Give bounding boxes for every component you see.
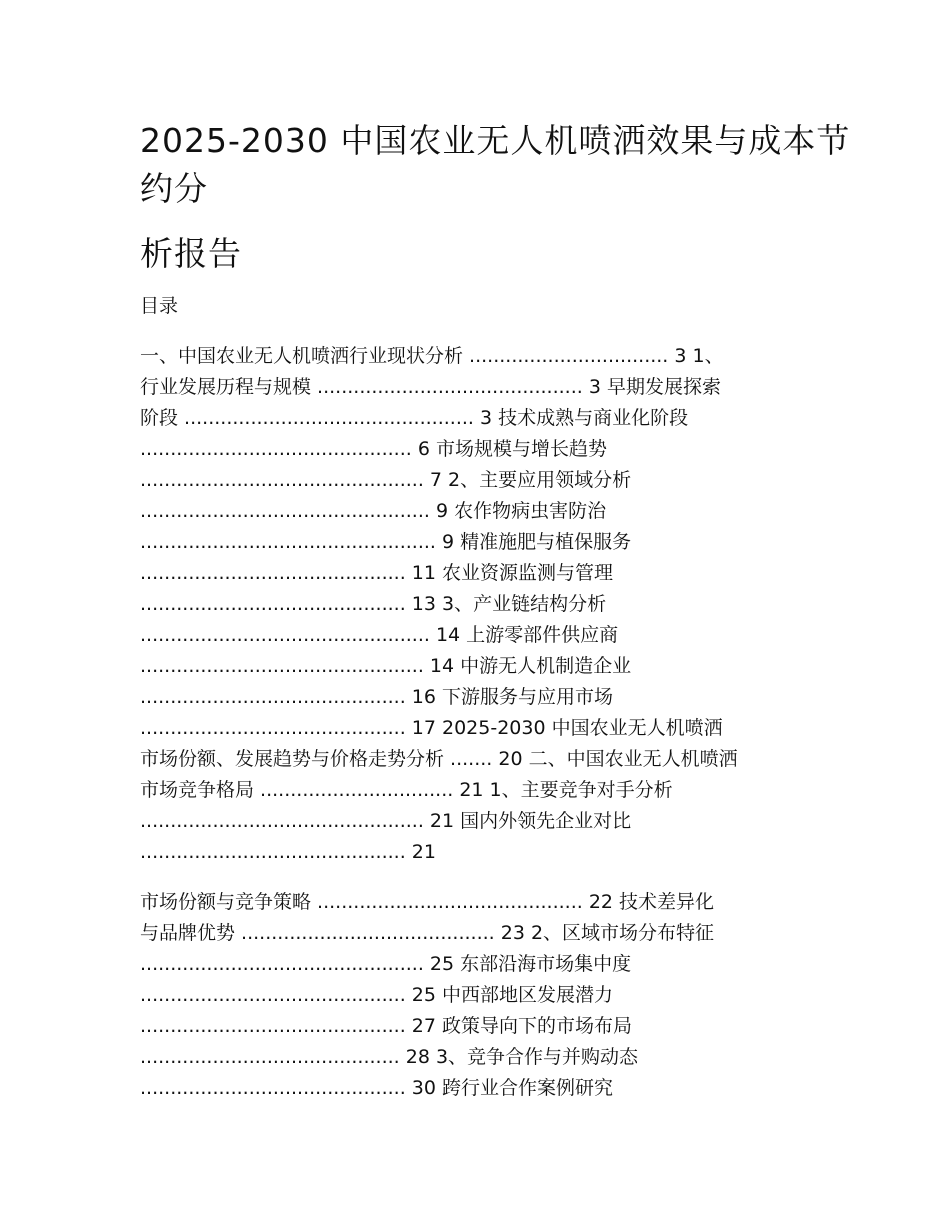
toc-line: ............................................ 21 bbox=[140, 841, 436, 863]
toc-line: ............................................ 11 农业资源监测与管理 bbox=[140, 562, 613, 584]
toc-line: ................................................. 9 精准施肥与植保服务 bbox=[140, 531, 632, 553]
toc-line: ........................................... 28 3、竞争合作与并购动态 bbox=[140, 1046, 639, 1068]
document-title-line-2: 约分 bbox=[140, 169, 208, 208]
toc-block-1 bbox=[140, 341, 805, 868]
toc-line: 与品牌优势 .......................................... 23 2、区域市场分布特征 bbox=[140, 922, 715, 944]
toc-line: ............................................... 14 中游无人机制造企业 bbox=[140, 655, 632, 677]
toc-line: 市场份额与竞争策略 ............................................ 22 技术差异化 bbox=[140, 891, 715, 913]
toc-line: ............................................ 30 跨行业合作案例研究 bbox=[140, 1077, 613, 1099]
toc-line: ............................................... 21 国内外领先企业对比 bbox=[140, 810, 632, 832]
toc-line: 市场竞争格局 ................................ 21 1、主要竞争对手分析 bbox=[140, 779, 673, 801]
toc-line: ................................................ 14 上游零部件供应商 bbox=[140, 624, 619, 646]
toc-block-2 bbox=[140, 887, 805, 1104]
document-title-line-1: 2025-2030 中国农业无人机喷洒效果与成本节 bbox=[140, 121, 851, 160]
toc-line: ............................................. 6 市场规模与增长趋势 bbox=[140, 438, 607, 460]
toc-line: ............................................ 16 下游服务与应用市场 bbox=[140, 686, 613, 708]
toc-line: ............................................ 13 3、产业链结构分析 bbox=[140, 593, 607, 615]
toc-line: 阶段 ................................................ 3 技术成熟与商业化阶段 bbox=[140, 407, 689, 429]
toc-line: 行业发展历程与规模 ............................................ 3 早期发展探索 bbox=[140, 376, 721, 398]
toc-heading: 目录 bbox=[140, 295, 179, 317]
toc-line: 市场份额、发展趋势与价格走势分析 ....... 20 二、中国农业无人机喷洒 bbox=[140, 748, 738, 770]
toc-line: ............................................... 25 东部沿海市场集中度 bbox=[140, 953, 632, 975]
toc-line: ............................................ 27 政策导向下的市场布局 bbox=[140, 1015, 632, 1037]
toc-line: ............................................ 17 2025-2030 中国农业无人机喷洒 bbox=[140, 717, 723, 739]
document-title-line-3: 析报告 bbox=[140, 234, 242, 273]
toc-line: ............................................... 7 2、主要应用领域分析 bbox=[140, 469, 632, 491]
toc-line: ................................................ 9 农作物病虫害防治 bbox=[140, 500, 607, 522]
toc-line: 一、中国农业无人机喷洒行业现状分析 ................................. 3 1、 bbox=[140, 345, 724, 367]
toc-line: ............................................ 25 中西部地区发展潜力 bbox=[140, 984, 613, 1006]
